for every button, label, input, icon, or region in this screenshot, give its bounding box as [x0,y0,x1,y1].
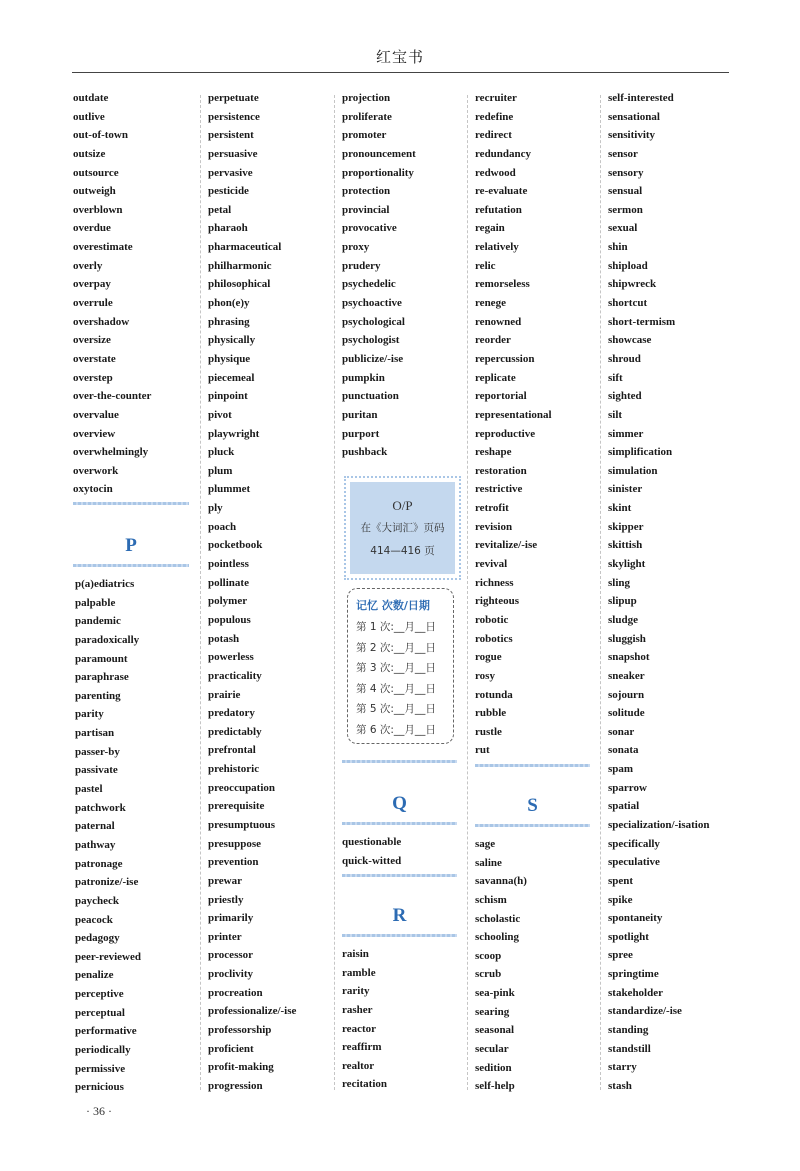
section-divider [475,824,590,827]
vocab-word: richness [475,576,514,589]
vocab-word: secular [475,1043,509,1056]
vocab-word: restrictive [475,483,523,496]
vocab-word: physique [208,352,251,365]
vocab-word: overstep [73,371,113,384]
vocab-word: simulation [608,464,658,477]
vocab-word: oversize [73,334,111,347]
vocab-word: representational [475,408,552,421]
vocab-word: showcase [608,334,652,347]
vocab-word: penalize [75,969,114,982]
vocab-word: sermon [608,203,643,216]
vocab-word: pronouncement [342,147,416,160]
vocab-word: rut [475,744,490,757]
vocab-word: piecemeal [208,371,255,384]
vocab-word: psychological [342,315,405,328]
vocab-word: rustle [475,725,502,738]
vocab-word: populous [208,613,251,626]
vocab-word: rubble [475,707,507,720]
vocab-word: predictably [208,725,262,738]
vocab-word: playwright [208,427,260,440]
vocab-word: spike [608,893,633,906]
column-separator [200,95,201,1090]
vocab-word: overly [73,259,103,272]
vocab-word: preoccupation [208,781,276,794]
vocab-word: overdue [73,222,111,235]
vocab-word: short-termism [608,315,676,328]
vocab-word: realtor [342,1059,375,1072]
section-letter-s: S [527,795,538,816]
vocab-word: proxy [342,241,370,254]
vocab-word: sluggish [608,632,646,645]
vocab-word: palpable [75,596,116,609]
vocab-word: promoter [342,129,387,142]
vocab-word: parenting [75,689,121,702]
vocab-word: spree [608,949,633,962]
vocab-word: self-interested [608,92,674,104]
vocab-word: speculative [608,856,660,869]
vocab-word: pesticide [208,185,249,198]
vocab-word: springtime [608,968,659,981]
page-ref-range: 414—416 页 [370,545,435,557]
vocab-word: specifically [608,837,660,850]
word-column-2 [208,89,296,1096]
vocab-word: silt [608,408,623,421]
vocab-word: persistence [208,110,260,123]
vocab-word: shipload [608,259,648,272]
vocab-word: phrasing [208,315,250,328]
vocab-word: sea-pink [475,987,515,1000]
vocab-word: rarity [342,985,370,998]
vocab-word: sexual [608,222,638,235]
vocab-word: punctuation [342,390,399,403]
vocab-word: progression [208,1079,263,1092]
vocab-word: priestly [208,893,244,906]
vocab-word: proficient [208,1042,254,1055]
vocab-word: spotlight [608,930,649,943]
vocab-word: outlive [73,110,105,123]
vocab-word: standardize/-ise [608,1005,682,1018]
vocab-word: sift [608,371,623,384]
memory-record-box [347,588,454,744]
vocab-word: prevention [208,856,259,869]
vocab-word: pharaoh [208,222,248,235]
vocab-word: psychologist [342,334,400,347]
vocab-word: prerequisite [208,800,265,813]
vocab-word: overblown [73,203,123,216]
vocab-word: overwhelmingly [73,446,149,459]
vocab-word: provincial [342,203,390,216]
vocab-word: refutation [475,203,522,216]
vocab-word: presuppose [208,837,261,850]
vocab-word: replicate [475,371,516,384]
vocab-word: slipup [608,595,637,608]
vocab-word: publicize/-ise [342,352,404,365]
vocab-word: proliferate [342,110,392,123]
vocab-word: sighted [608,390,642,403]
vocab-word: psychedelic [342,278,396,291]
vocab-word: presumptuous [208,818,276,831]
vocab-word: over-the-counter [73,390,152,403]
section-divider [342,760,457,763]
vocab-word: peer-reviewed [75,950,141,963]
vocab-word: pluck [208,446,235,459]
vocab-word: paternal [75,820,115,833]
vocab-word: pervasive [208,166,253,179]
vocab-word: shin [608,241,628,254]
vocab-word: passivate [75,764,118,777]
vocab-word: pathway [75,838,116,851]
vocab-word: saline [475,856,502,869]
vocab-word: pandemic [75,615,121,628]
vocab-word: sedition [475,1061,512,1074]
vocab-word: rasher [342,1003,373,1016]
header-rule [72,72,729,73]
vocab-word: stakeholder [608,986,663,999]
vocab-word: spatial [608,800,640,813]
vocab-word: skylight [608,558,646,571]
vocab-word: quick-witted [342,854,402,867]
page-number: · 36 · [86,1104,112,1118]
vocab-word: scrub [475,968,502,981]
vocab-word: sojourn [608,688,645,701]
section-divider [342,934,457,937]
vocab-word: paraphrase [75,671,129,684]
vocab-word: shroud [608,352,641,365]
vocab-word: paradoxically [75,633,140,646]
vocab-word: repercussion [475,352,535,365]
vocab-word: overvalue [73,408,119,421]
vocab-word: overestimate [73,241,133,254]
vocab-word: redundancy [475,147,532,160]
vocab-word: simplification [608,446,673,459]
section-r-word-list [342,945,387,1094]
vocab-word: projection [342,92,391,104]
vocab-word: sparrow [608,781,647,794]
memory-row: 第 2 次:__月__日 [356,641,436,654]
vocab-word: profit-making [208,1061,274,1074]
vocab-word: overshadow [73,315,130,328]
vocab-word: patchwork [75,801,126,814]
vocab-word: shortcut [608,297,648,310]
section-letter-p: P [125,535,137,556]
vocab-word: patronage [75,857,123,870]
vocab-word: spontaneity [608,912,663,925]
vocab-word: standstill [608,1042,651,1055]
vocab-word: restoration [475,464,527,477]
vocab-word: overview [73,427,116,440]
word-column-1 [73,89,151,499]
memory-row: 第 1 次:__月__日 [356,621,436,633]
vocab-word: revival [475,558,508,571]
memory-row: 第 6 次:__月__日 [356,723,436,736]
vocab-word: prudery [342,259,381,272]
vocab-word: sensor [608,147,638,160]
vocab-word: prefrontal [208,744,256,757]
vocab-word: sonar [608,725,635,738]
vocab-word: professionalize/-ise [208,1005,297,1018]
vocab-word: stash [608,1079,632,1092]
vocab-word: simmer [608,427,644,440]
vocab-word: philosophical [208,278,271,291]
vocab-word: scholastic [475,912,521,925]
vocab-word: solitude [608,707,645,720]
vocab-word: out-of-town [73,129,128,142]
vocab-word: recitation [342,1078,388,1091]
vocab-word: pedagogy [75,932,120,945]
word-column-3 [342,89,416,462]
vocab-word: rosy [475,669,495,682]
vocab-word: remorseless [475,278,530,291]
section-divider [342,874,457,877]
vocab-word: practicality [208,669,262,682]
dictionary-page-reference-box [344,476,461,580]
memory-row: 第 5 次:__月__日 [356,703,436,715]
vocab-word: skipper [608,520,644,533]
vocab-word: sensational [608,110,660,123]
vocab-word: schism [475,893,507,906]
vocab-word: skittish [608,539,643,552]
page-ref-code: O/P [392,498,413,513]
vocab-word: poach [208,520,237,533]
running-header-title: 红宝书 [375,50,424,66]
vocab-word: outdate [73,92,109,104]
section-letter-q: Q [392,793,407,814]
vocab-word: pumpkin [342,371,385,384]
memory-rows [356,617,447,740]
vocab-word: passer-by [75,745,120,758]
vocab-word: revitalize/-ise [475,539,538,552]
vocab-word: pharmaceutical [208,241,282,254]
vocab-word: seasonal [475,1024,515,1037]
column-separator [334,95,335,1090]
vocab-word: outsource [73,166,119,179]
section-divider [73,564,189,567]
vocab-word: sensitivity [608,129,656,142]
vocab-word: robotic [475,613,509,626]
vocab-word: schooling [475,931,520,944]
vocab-word: sensory [608,166,644,179]
vocab-word: powerless [208,651,254,664]
vocab-word: spam [608,763,634,776]
vocab-word: perpetuate [208,92,259,104]
vocab-word: persistent [208,129,254,142]
vocab-word: regain [475,222,505,235]
vocab-word: peacock [75,913,113,926]
vocab-word: self-help [475,1080,515,1093]
vocab-word: overrule [73,297,113,310]
vocab-word: persuasive [208,147,258,160]
vocab-word: pocketbook [208,539,263,552]
section-s-word-list [475,835,527,1096]
vocab-word: reportorial [475,390,527,403]
vocab-word: procreation [208,986,263,999]
vocab-word: purport [342,427,380,440]
vocab-word: questionable [342,836,402,848]
vocab-word: oxytocin [73,483,113,496]
section-divider [475,764,590,767]
vocab-word: plummet [208,483,251,496]
vocab-word: reproductive [475,427,536,440]
word-column-4 [475,89,552,760]
memory-row: 第 4 次:__月__日 [356,682,436,695]
vocab-word: prehistoric [208,763,260,776]
vocab-word: sludge [608,613,638,626]
vocab-word: paycheck [75,894,119,907]
vocab-word: outsize [73,147,106,160]
vocab-word: relatively [475,241,519,254]
vocab-word: standing [608,1024,649,1037]
vocab-word: sneaker [608,669,645,682]
vocab-word: potash [208,632,240,645]
vocab-word: sling [608,576,631,589]
section-letter-r: R [392,905,407,926]
vocab-word: provocative [342,222,397,235]
vocab-word: perceptual [75,1006,125,1019]
vocab-word: specialization/-isation [608,818,710,831]
vocab-word: proclivity [208,968,254,981]
vocab-word: reaffirm [342,1041,382,1054]
memory-row: 第 3 次:__月__日 [356,662,436,674]
memory-title: 记忆 次数/日期 [356,599,430,612]
vocab-word: primarily [208,912,254,925]
vocab-word: reshape [475,446,512,459]
vocab-word: prewar [208,874,243,887]
vocab-word: polymer [208,595,248,608]
vocab-word: philharmonic [208,259,272,272]
vocab-word: redirect [475,129,512,142]
vocab-word: pollinate [208,576,249,589]
vocab-word: relic [475,259,496,272]
vocab-word: snapshot [608,651,650,664]
vocab-word: pivot [208,408,232,421]
vocab-word: p(a)ediatrics [75,578,135,590]
vocab-word: sinister [608,483,643,496]
section-divider [73,502,189,505]
vocab-word: sage [475,838,496,850]
vocab-word: re-evaluate [475,185,528,198]
vocab-word: sonata [608,744,639,757]
vocab-word: raisin [342,948,369,960]
vocab-word: psychoactive [342,297,402,310]
vocab-word: outweigh [73,185,116,198]
vocab-word: skint [608,502,632,515]
vocab-word: robotics [475,632,513,645]
vocab-word: ramble [342,966,376,979]
vocab-word: plum [208,464,233,477]
vocab-word: overpay [73,278,111,291]
vocab-word: proportionality [342,166,414,179]
vocab-word: prairie [208,688,241,701]
vocab-word: overwork [73,464,119,477]
page-ref-label: 在《大词汇》页码 [360,522,445,534]
vocab-word: starry [608,1061,637,1074]
vocab-word: puritan [342,408,378,421]
vocab-word: reorder [475,334,511,347]
vocab-word: performative [75,1025,137,1038]
vocab-word: reactor [342,1022,376,1035]
vocab-word: physically [208,334,256,347]
vocab-word: professorship [208,1024,272,1037]
vocab-word: retrofit [475,502,509,515]
vocab-word: sensual [608,185,643,198]
vocab-word: renege [475,297,506,310]
vocab-word: perceptive [75,988,124,1001]
vocab-word: pointless [208,558,249,571]
vocab-word: paramount [75,652,128,665]
vocab-word: processor [208,949,254,962]
vocab-word: ply [208,502,223,515]
vocab-word: redwood [475,166,516,179]
vocab-word: predatory [208,707,255,720]
vocab-word: scoop [475,949,502,962]
section-q-word-list [342,833,401,870]
column-separator [600,95,601,1090]
vocab-word: phon(e)y [208,297,250,310]
vocab-word: pinpoint [208,390,248,403]
vocab-word: periodically [75,1044,131,1057]
section-divider [342,822,457,825]
vocab-word: pastel [75,783,103,796]
vocab-word: spent [608,874,634,887]
vocab-word: parity [75,708,104,721]
vocab-word: righteous [475,595,519,608]
vocab-word: rogue [475,651,502,664]
section-p-word-list [75,575,141,1097]
vocab-word: shipwreck [608,278,657,291]
vocab-word: protection [342,185,391,198]
vocab-word: rotunda [475,688,513,701]
vocab-word: pernicious [75,1081,124,1094]
column-separator [467,95,468,1090]
vocab-word: partisan [75,727,115,740]
vocab-word: permissive [75,1062,126,1075]
vocab-word: overstate [73,352,116,365]
vocab-word: renowned [475,315,522,328]
vocab-word: redefine [475,110,514,123]
word-column-5 [608,89,709,1096]
vocab-word: petal [208,203,232,216]
vocab-word: pushback [342,446,388,459]
vocab-word: savanna(h) [475,875,527,888]
vocab-word: revision [475,520,513,533]
vocab-word: recruiter [475,92,517,104]
vocab-word: searing [475,1005,510,1018]
vocab-word: patronize/-ise [75,876,139,889]
vocab-word: printer [208,930,242,943]
